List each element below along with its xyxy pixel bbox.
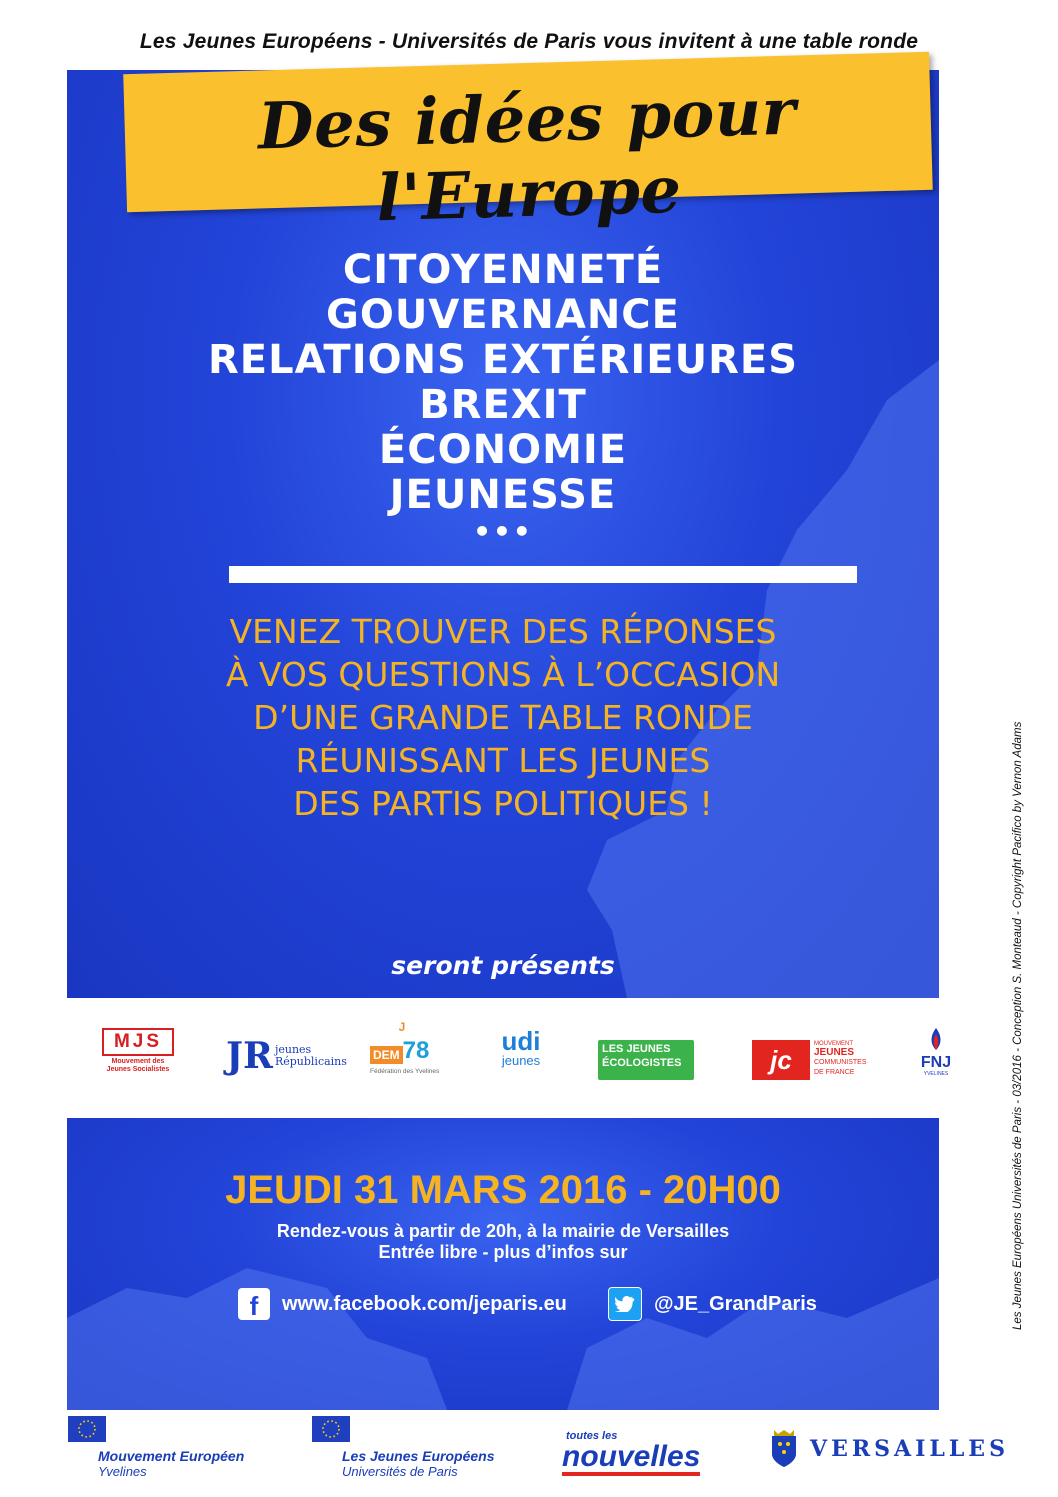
ecolo-line1: LES JEUNES [602,1043,671,1055]
je-sub: Universités de Paris [342,1464,458,1479]
mouvement-europeen-logo [68,1416,244,1479]
tln-line2: nouvelles [562,1442,700,1476]
udi-line2: jeunes [501,1053,541,1068]
jdem-j: J [398,1020,406,1034]
vertical-credit-text: Les Jeunes Européens Universités de Paris - 03/2016 - Conception S. Monteaud - Copyright Pacifico by Vernon Adams [1012,721,1024,1330]
jr-line1: jeunes [274,1043,312,1056]
toutes-les-nouvelles-logo [562,1430,722,1476]
topic-item: BREXIT [419,382,587,428]
eu-flag-icon [312,1416,350,1442]
white-divider [229,566,857,583]
jeunes-republicains-logo [226,1028,347,1084]
versailles-logo [770,1430,1009,1468]
jdem-78: 78 [402,1037,430,1064]
jr-line2: Républicains [274,1055,347,1068]
jr-abbr: JR [226,1035,273,1077]
mjs-abbr: MJS [102,1028,174,1056]
poster-title: Des idées pour l'Europe [256,74,797,237]
udi-jeunes-logo [494,1028,548,1084]
facebook-url: www.facebook.com/jeparis.eu [282,1292,567,1315]
europe-map-silhouette-bottom [67,1118,939,1410]
fnj-abbr: FNJ [920,1054,952,1071]
ellipsis-dots: ••• [473,515,533,548]
jeunes-communistes-logo [752,1040,868,1080]
invitation-line: VENEZ TROUVER DES RÉPONSES [229,612,777,651]
facebook-icon: f [238,1288,270,1320]
jc-line3: COMMUNISTES [814,1059,867,1066]
fnj-sub: YVELINES [923,1071,949,1077]
event-location: Rendez-vous à partir de 20h, à la mairie de Versailles [276,1221,730,1241]
invitation-line: D’UNE GRANDE TABLE RONDE [253,698,753,737]
jdem-dem: DEM [370,1046,403,1064]
udi-line1: udi [501,1026,541,1056]
mjs-line2: Jeunes Socialistes [106,1066,170,1073]
tln-line1: toutes les [566,1430,618,1442]
event-info-panel [67,1118,939,1410]
invitation-banner: Les Jeunes Européens - Universités de Paris vous invitent à une table ronde [139,30,919,53]
versailles-name: VERSAILLES [810,1436,1009,1462]
invitation-text [67,610,939,825]
eu-flag-icon [68,1416,106,1442]
twitter-link[interactable] [608,1287,817,1321]
jc-line1: MOUVEMENT [814,1041,853,1047]
invitation-line: RÉUNISSANT LES JEUNES [295,741,711,780]
twitter-handle: @JE_GrandParis [654,1292,817,1315]
jeunes-ecologistes-logo [598,1040,694,1080]
jeunes-europeens-logo [312,1416,495,1479]
fnj-logo [912,1028,960,1084]
mjs-logo [102,1028,174,1084]
twitter-icon [608,1287,642,1321]
topic-item: ÉCONOMIE [378,427,628,473]
party-logos-row [90,1020,970,1088]
event-entry-info: Entrée libre - plus d’infos sur [378,1242,628,1262]
flame-icon [926,1028,946,1050]
topic-item: JEUNESSE [389,472,617,518]
invitation-line: À VOS QUESTIONS À L’OCCASION [225,655,781,694]
presents-label: seront présents [391,951,615,980]
invitation-line: DES PARTIS POLITIQUES ! [293,784,713,823]
topic-item: RELATIONS EXTÉRIEURES [207,337,799,383]
me-sub: Yvelines [98,1464,147,1479]
jc-line4: DE FRANCE [814,1069,855,1076]
event-date: JEUDI 31 MARS 2016 - 20H00 [225,1168,781,1212]
topics-list [67,248,939,546]
jdem-sub: Fédération des Yvelines [370,1068,440,1075]
mjs-line1: Mouvement des [111,1058,165,1065]
topic-item: CITOYENNETÉ [342,247,664,293]
jc-line2: JEUNES [814,1047,855,1058]
versailles-crest-icon [770,1430,798,1468]
jeunes-democrates-logo [370,1020,450,1084]
jc-abbr: jc [752,1040,810,1080]
topic-item: GOUVERNANCE [326,292,680,338]
facebook-link[interactable] [238,1287,567,1321]
ecolo-line2: ÉCOLOGISTES [602,1057,682,1069]
event-details [67,1221,939,1263]
me-name: Mouvement Européen [98,1448,245,1464]
je-name: Les Jeunes Européens [342,1448,495,1464]
